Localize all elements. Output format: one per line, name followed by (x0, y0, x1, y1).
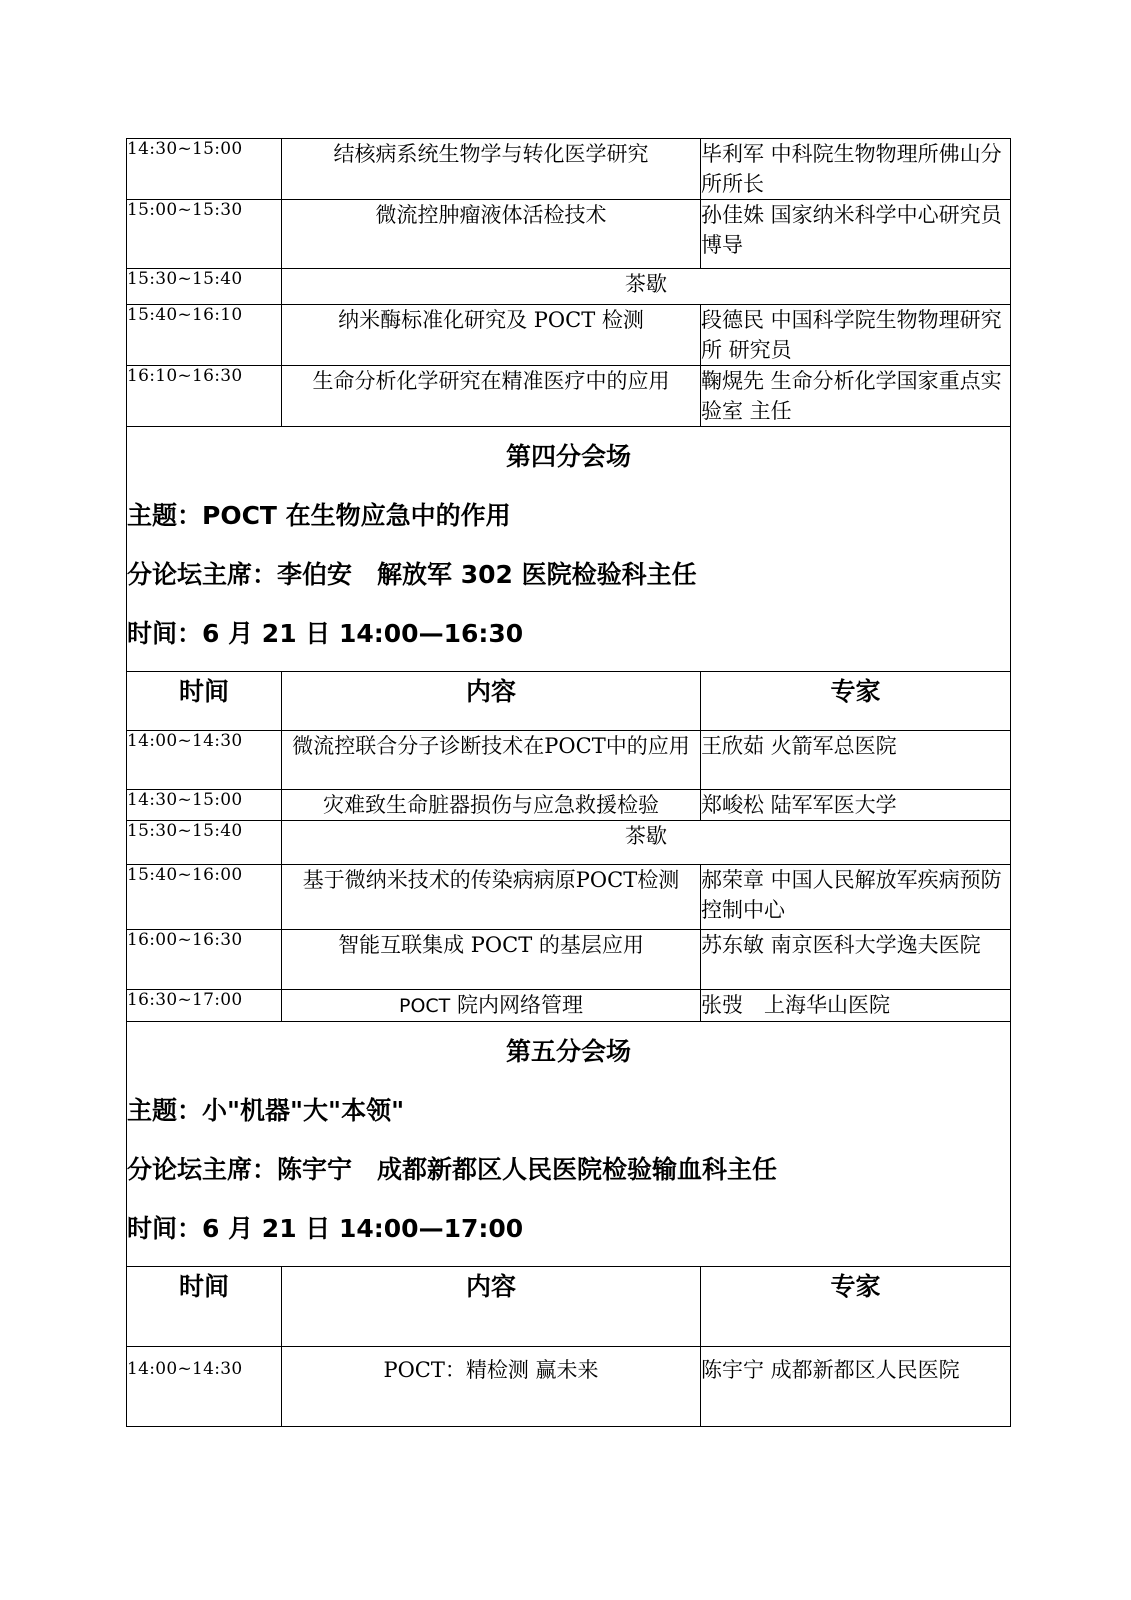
session-5-theme: 主题：小"机器"大"本领" (127, 1096, 405, 1125)
time-cell: 16:30~17:00 (127, 990, 282, 1022)
time-cell: 16:00~16:30 (127, 930, 282, 990)
table-row (127, 731, 1011, 790)
time-cell: 14:30~15:00 (127, 139, 282, 200)
header-content: 内容 (282, 672, 701, 731)
expert-cell: 王欣茹 火箭军总医院 (701, 731, 1011, 790)
break-cell: 茶歇 (282, 269, 1011, 305)
content-cell: POCT：精检测 赢未来 (282, 1347, 701, 1427)
expert-cell: 陈宇宁 成都新都区人民医院 (701, 1347, 1011, 1427)
session-4-block (127, 427, 1011, 672)
table-row (127, 269, 1011, 305)
content-cell: 纳米酶标准化研究及 POCT 检测 (282, 305, 701, 366)
table-row (127, 821, 1011, 865)
expert-cell: 毕利军 中科院生物物理所佛山分所所长 (701, 139, 1011, 200)
session-5-header-row (127, 1267, 1011, 1347)
table-row (127, 930, 1011, 990)
session-4-theme: 主题：POCT 在生物应急中的作用 (127, 501, 511, 530)
expert-cell: 郝荣章 中国人民解放军疾病预防控制中心 (701, 865, 1011, 930)
time-cell: 14:00~14:30 (127, 731, 282, 790)
session-5-chair: 分论坛主席：陈宇宁 成都新都区人民医院检验输血科主任 (127, 1155, 778, 1184)
time-cell: 14:00~14:30 (127, 1347, 282, 1427)
session-4-time: 时间：6 月 21 日 14:00—16:30 (127, 619, 524, 648)
content-prefix: POCT (399, 995, 451, 1017)
content-cell: 智能互联集成 POCT 的基层应用 (282, 930, 701, 990)
content-cell: 结核病系统生物学与转化医学研究 (282, 139, 701, 200)
session-5-block (127, 1022, 1011, 1267)
table-row (127, 990, 1011, 1022)
table-row (127, 865, 1011, 930)
expert-cell: 鞠熀先 生命分析化学国家重点实验室 主任 (701, 366, 1011, 427)
expert-cell: 郑峻松 陆军军医大学 (701, 790, 1011, 821)
content-text: 院内网络管理 (450, 993, 583, 1017)
session-4-header-row (127, 672, 1011, 731)
header-content: 内容 (282, 1267, 701, 1347)
schedule-table (126, 138, 1011, 1427)
table-row (127, 200, 1011, 269)
table-row (127, 305, 1011, 366)
expert-cell: 孙佳姝 国家纳米科学中心研究员 博导 (701, 200, 1011, 269)
expert-cell: 张弢 上海华山医院 (701, 990, 1011, 1022)
content-cell: 基于微纳米技术的传染病病原POCT检测 (282, 865, 701, 930)
header-time: 时间 (127, 672, 282, 731)
time-cell: 15:00~15:30 (127, 200, 282, 269)
time-cell: 15:30~15:40 (127, 821, 282, 865)
table-row (127, 366, 1011, 427)
header-expert: 专家 (701, 1267, 1011, 1347)
content-cell: 生命分析化学研究在精准医疗中的应用 (282, 366, 701, 427)
time-cell: 15:30~15:40 (127, 269, 282, 305)
session-5-title: 第五分会场 (505, 1037, 631, 1066)
content-cell: 灾难致生命脏器损伤与应急救援检验 (282, 790, 701, 821)
expert-cell: 段德民 中国科学院生物物理研究所 研究员 (701, 305, 1011, 366)
header-time: 时间 (127, 1267, 282, 1347)
table-row (127, 139, 1011, 200)
time-cell: 15:40~16:10 (127, 305, 282, 366)
expert-cell: 苏东敏 南京医科大学逸夫医院 (701, 930, 1011, 990)
break-cell: 茶歇 (282, 821, 1011, 865)
header-expert: 专家 (701, 672, 1011, 731)
content-cell: 微流控肿瘤液体活检技术 (282, 200, 701, 269)
session-4-title: 第四分会场 (505, 442, 631, 471)
session-5-time: 时间：6 月 21 日 14:00—17:00 (127, 1214, 524, 1243)
content-cell: 微流控联合分子诊断技术在POCT中的应用 (282, 731, 701, 790)
content-cell (282, 990, 701, 1022)
session-4-chair: 分论坛主席：李伯安 解放军 302 医院检验科主任 (127, 560, 697, 589)
time-cell: 16:10~16:30 (127, 366, 282, 427)
table-row (127, 1347, 1011, 1427)
time-cell: 15:40~16:00 (127, 865, 282, 930)
time-cell: 14:30~15:00 (127, 790, 282, 821)
table-row (127, 790, 1011, 821)
